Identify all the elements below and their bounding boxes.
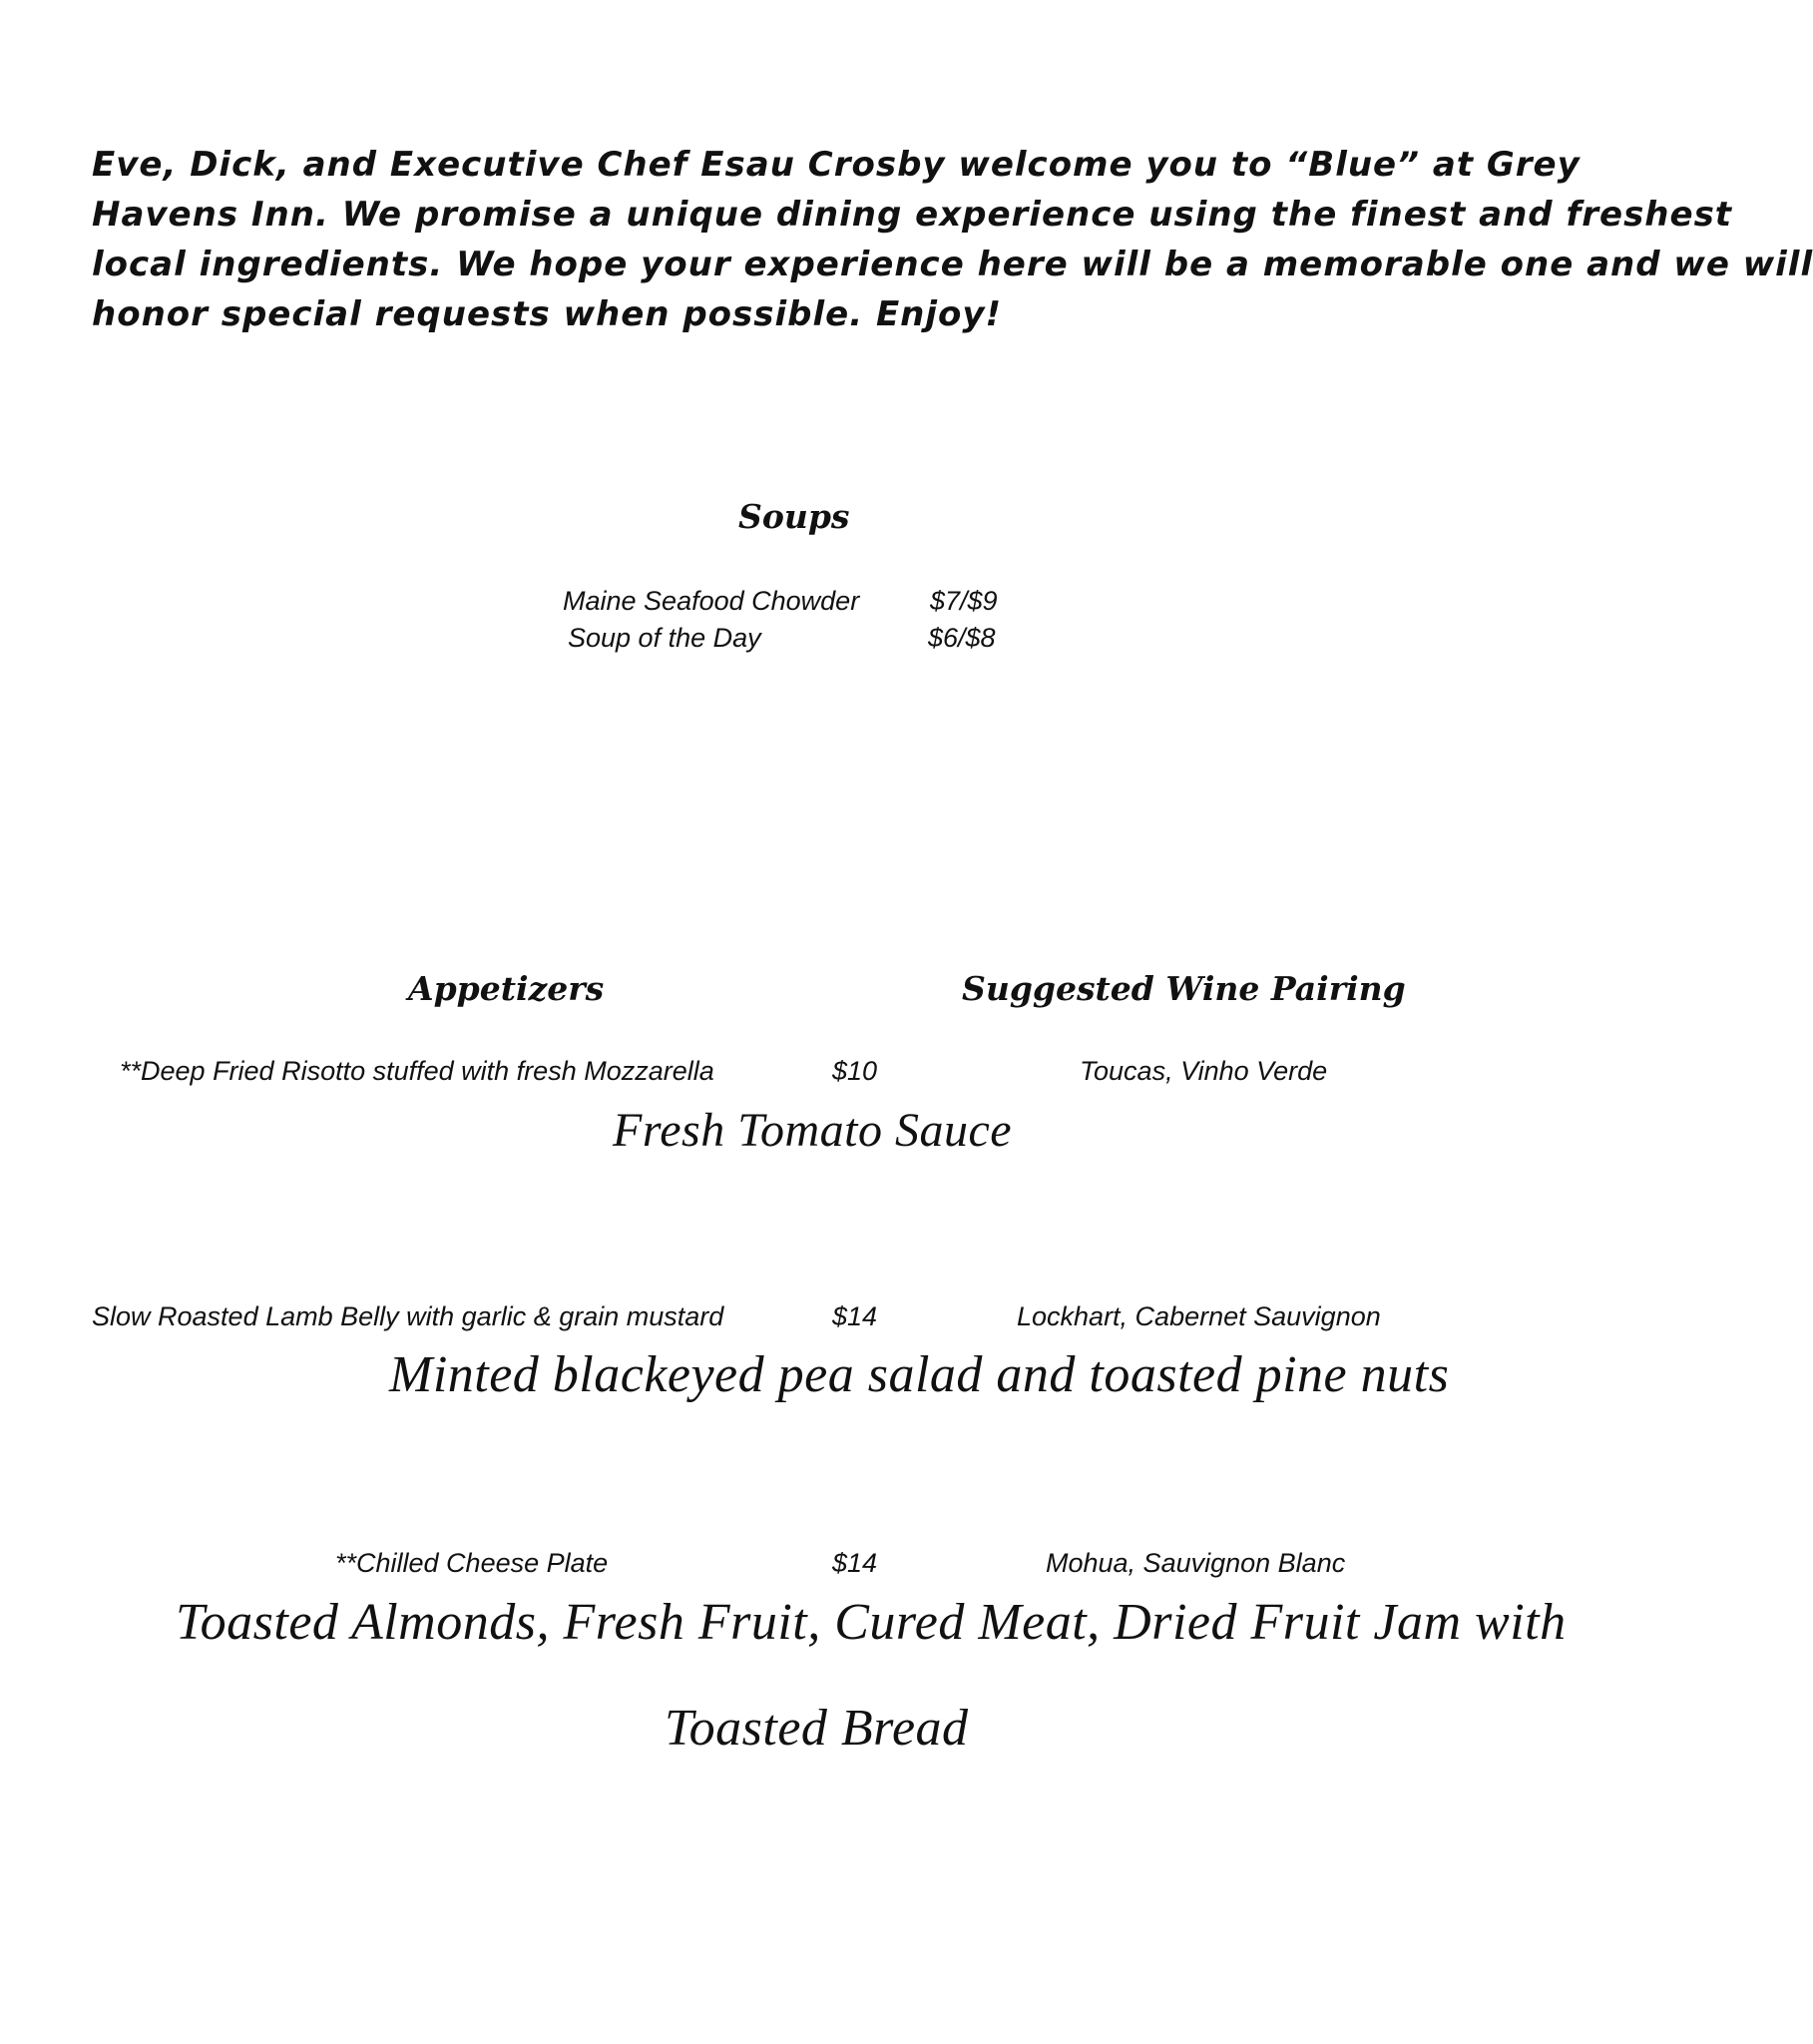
- appetizer-description: Toasted Bread: [665, 1700, 969, 1757]
- appetizer-description: Fresh Tomato Sauce: [613, 1104, 1013, 1157]
- appetizer-name: **Deep Fried Risotto stuffed with fresh Mozzarella: [120, 1056, 714, 1086]
- appetizer-name: Slow Roasted Lamb Belly with garlic & grain mustard: [92, 1301, 724, 1331]
- soup-item-price: $6/$8: [928, 623, 996, 653]
- appetizer-description: Minted blackeyed pea salad and toasted pine nuts: [389, 1346, 1450, 1403]
- appetizers-heading: Appetizers: [408, 969, 605, 1008]
- appetizer-price: $14: [832, 1548, 878, 1578]
- appetizer-price: $14: [832, 1301, 878, 1331]
- appetizer-name: **Chilled Cheese Plate: [335, 1548, 609, 1578]
- soup-item-name: Maine Seafood Chowder: [563, 586, 860, 616]
- soups-heading: Soups: [738, 497, 850, 536]
- wine-pairing: Toucas, Vinho Verde: [1080, 1056, 1328, 1086]
- welcome-paragraph: [92, 140, 1813, 339]
- soup-item-price: $7/$9: [930, 586, 998, 616]
- welcome-line: Havens Inn. We promise a unique dining experience using the finest and freshest: [92, 195, 1733, 235]
- welcome-line: Eve, Dick, and Executive Chef Esau Crosby welcome you to “Blue” at Grey: [92, 145, 1581, 185]
- wine-pairing-heading: Suggested Wine Pairing: [962, 969, 1406, 1008]
- wine-pairing: Mohua, Sauvignon Blanc: [1046, 1548, 1346, 1578]
- soup-item-name: Soup of the Day: [568, 623, 761, 653]
- appetizer-description: Toasted Almonds, Fresh Fruit, Cured Meat, Dried Fruit Jam with: [176, 1594, 1567, 1651]
- welcome-line: local ingredients. We hope your experience here will be a memorable one and we will: [92, 245, 1813, 284]
- welcome-line: honor special requests when possible. Enjoy!: [92, 294, 1003, 334]
- wine-pairing: Lockhart, Cabernet Sauvignon: [1017, 1301, 1381, 1331]
- appetizer-price: $10: [832, 1056, 878, 1086]
